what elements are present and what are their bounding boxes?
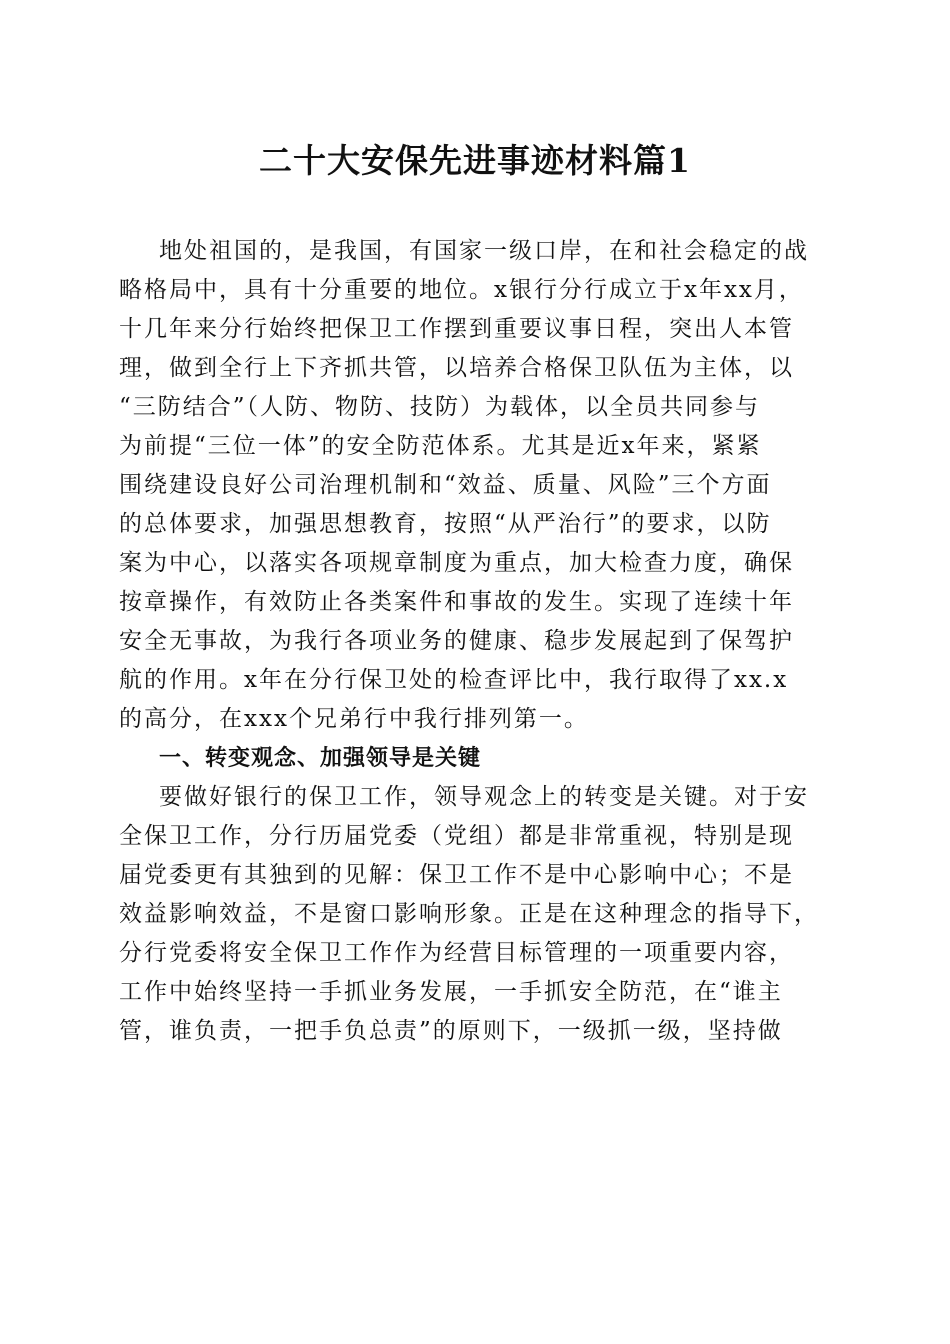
paragraph-line: 十几年来分行始终把保卫工作摆到重要议事日程，突出人本管 — [119, 316, 794, 342]
paragraph-line: 略格局中，具有十分重要的地位。x银行分行成立于x年xx月， — [119, 277, 804, 303]
paragraph-line: “三防结合”（人防、物防、技防）为载体，以全员共同参与 — [119, 394, 761, 420]
paragraph-line: 航的作用。x年在分行保卫处的检查评比中，我行取得了xx.x — [119, 667, 789, 693]
section-heading: 一、转变观念、加强领导是关键 — [159, 746, 482, 771]
document-title: 二十大安保先进事迹材料篇1 — [259, 141, 691, 180]
paragraph-line: 的高分，在xxx个兄弟行中我行排列第一。 — [119, 706, 589, 732]
paragraph-1 — [119, 232, 839, 739]
document-body — [119, 232, 839, 1051]
paragraph-line: 理，做到全行上下齐抓共管，以培养合格保卫队伍为主体，以 — [119, 355, 794, 381]
paragraph-line: 全保卫工作，分行历届党委（党组）都是非常重视，特别是现 — [119, 823, 794, 849]
paragraph-line: 为前提“三位一体”的安全防范体系。尤其是近x年来，紧紧 — [119, 433, 762, 459]
paragraph-line: 的总体要求，加强思想教育，按照“从严治行”的要求，以防 — [119, 511, 772, 537]
paragraph-2 — [119, 778, 839, 1051]
paragraph-line: 届党委更有其独到的见解：保卫工作不是中心影响中心；不是 — [119, 862, 794, 888]
paragraph-line: 围绕建设良好公司治理机制和“效益、质量、风险”三个方面 — [119, 472, 772, 498]
paragraph-line: 管，谁负责，一把手负总责”的原则下，一级抓一级，坚持做 — [119, 1018, 783, 1044]
paragraph-line: 要做好银行的保卫工作，领导观念上的转变是关键。对于安 — [159, 784, 809, 810]
paragraph-line: 分行党委将安全保卫工作作为经营目标管理的一项重要内容， — [119, 940, 794, 966]
paragraph-line: 按章操作，有效防止各类案件和事故的发生。实现了连续十年 — [119, 589, 794, 615]
paragraph-line: 工作中始终坚持一手抓业务发展，一手抓安全防范，在“谁主 — [119, 979, 783, 1005]
paragraph-line: 安全无事故，为我行各项业务的健康、稳步发展起到了保驾护 — [119, 628, 794, 654]
paragraph-line: 效益影响效益，不是窗口影响形象。正是在这种理念的指导下， — [119, 901, 819, 927]
paragraph-line: 案为中心，以落实各项规章制度为重点，加大检查力度，确保 — [119, 550, 794, 576]
paragraph-line: 地处祖国的，是我国，有国家一级口岸，在和社会稳定的战 — [159, 238, 809, 264]
